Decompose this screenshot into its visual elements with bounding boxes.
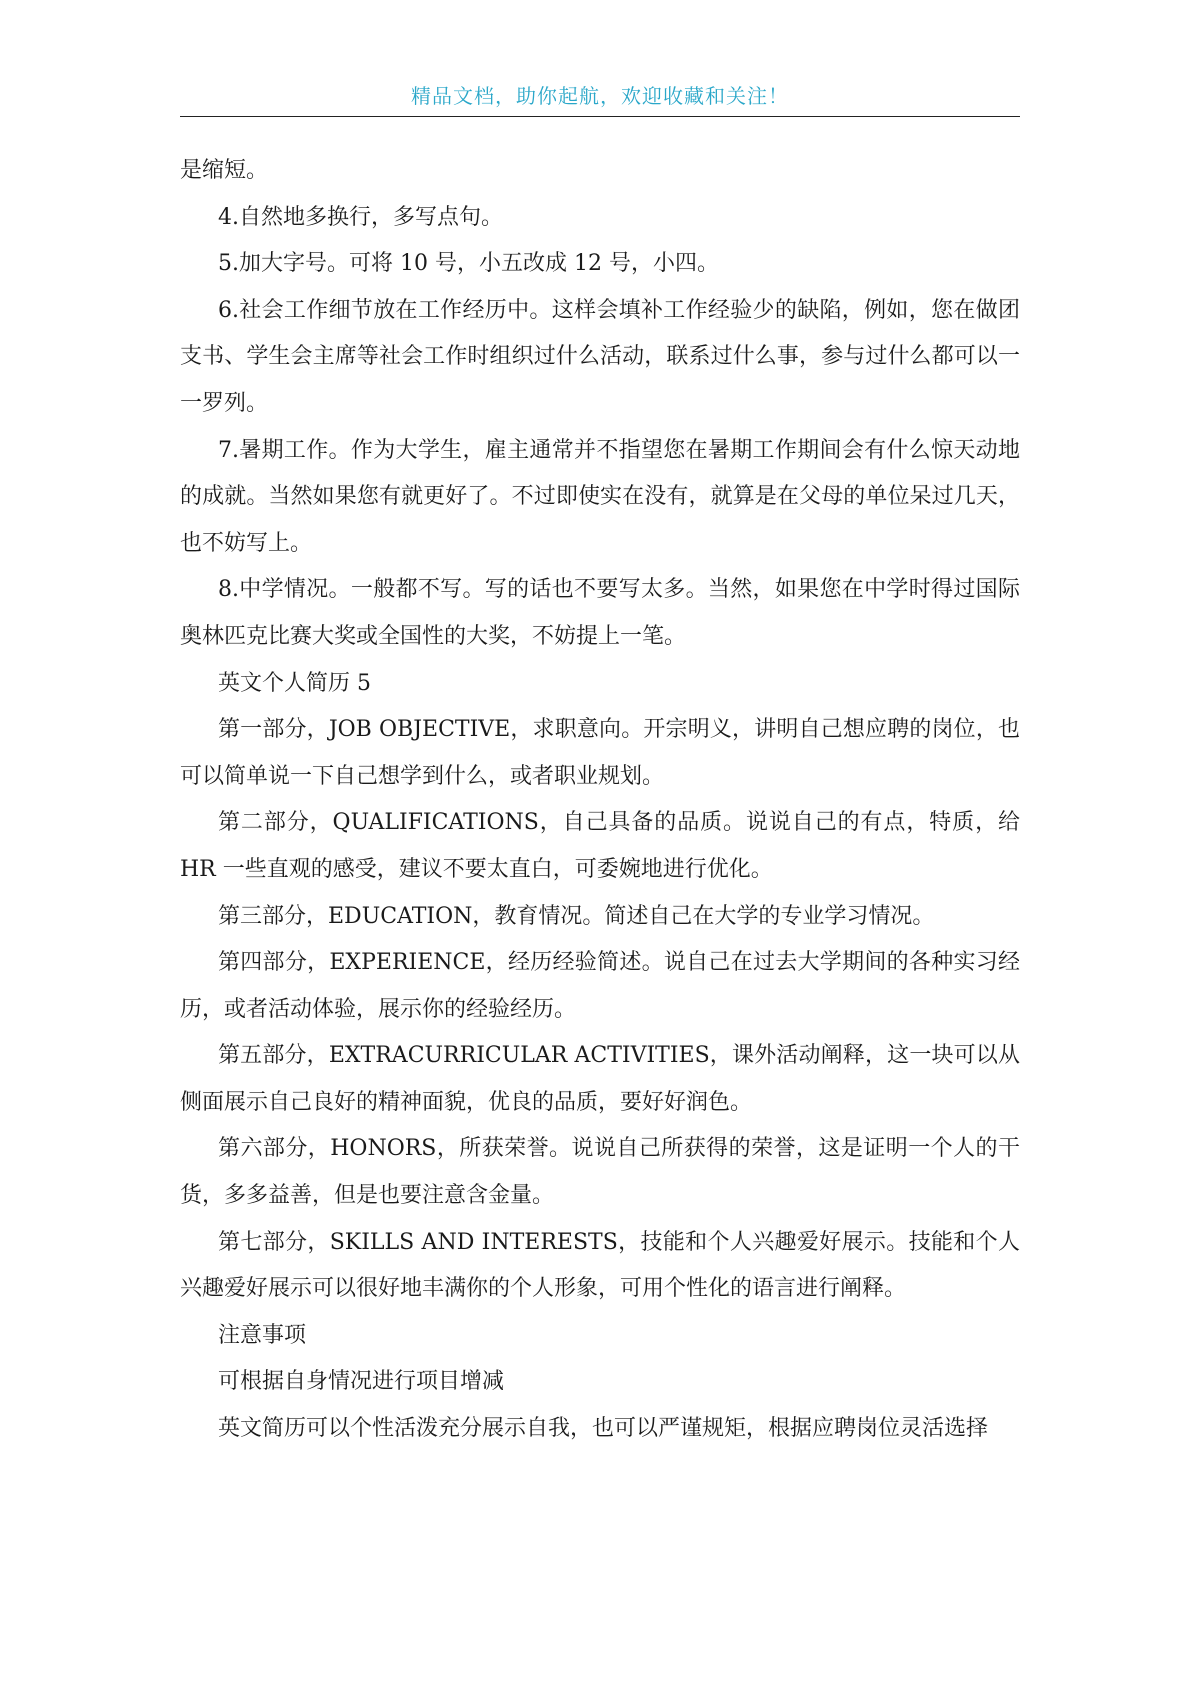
paragraph: 第三部分，EDUCATION，教育情况。简述自己在大学的专业学习情况。 <box>218 903 935 929</box>
paragraph: 7.暑期工作。作为大学生，雇主通常并不指望您在暑期工作期间会有什么惊天动地的成就。当然如果您有就更好了。不过即使实在没有，就算是在父母的单位呆过几天，也不妨写上。 <box>180 437 1020 556</box>
paragraph: 第四部分，EXPERIENCE，经历经验简述。说自己在过去大学期间的各种实习经历，或者活动体验，展示你的经验经历。 <box>180 950 1020 1022</box>
page-header <box>180 84 1020 117</box>
paragraph: 第一部分，JOB OBJECTIVE，求职意向。开宗明义，讲明自己想应聘的岗位，也可以简单说一下自己想学到什么，或者职业规划。 <box>180 717 1020 789</box>
paragraph: 4.自然地多换行，多写点句。 <box>218 204 503 230</box>
section-heading: 英文个人简历 5 <box>218 670 371 696</box>
section-heading: 注意事项 <box>218 1322 307 1348</box>
paragraph: 第六部分，HONORS，所获荣誉。说说自己所获得的荣誉，这是证明一个人的干货，多多益善，但是也要注意含金量。 <box>180 1136 1020 1209</box>
paragraph: 可根据自身情况进行项目增减 <box>218 1369 505 1395</box>
document-body <box>180 148 1020 1453</box>
paragraph: 英文简历可以个性活泼充分展示自我，也可以严谨规矩，根据应聘岗位灵活选择 <box>218 1416 989 1442</box>
paragraph: 是缩短。 <box>180 158 269 183</box>
paragraph: 第五部分，EXTRACURRICULAR ACTIVITIES，课外活动阐释，这一块可以从侧面展示自己良好的精神面貌，优良的品质，要好好润色。 <box>180 1043 1020 1115</box>
paragraph: 5.加大字号。可将 10 号，小五改成 12 号，小四。 <box>218 251 719 277</box>
paragraph: 第二部分，QUALIFICATIONS，自己具备的品质。说说自己的有点，特质，给 HR 一些直观的感受，建议不要太直白，可委婉地进行优化。 <box>180 810 1020 882</box>
header-text: 精品文档，助你起航，欢迎收藏和关注！ <box>411 84 789 108</box>
paragraph: 8.中学情况。一般都不写。写的话也不要写太多。当然，如果您在中学时得过国际奥林匹克比赛大奖或全国性的大奖，不妨提上一笔。 <box>180 577 1020 649</box>
paragraph: 第七部分，SKILLS AND INTERESTS，技能和个人兴趣爱好展示。技能和个人兴趣爱好展示可以很好地丰满你的个人形象，可用个性化的语言进行阐释。 <box>180 1229 1020 1302</box>
paragraph: 6.社会工作细节放在工作经历中。这样会填补工作经验少的缺陷，例如，您在做团支书、学生会主席等社会工作时组织过什么活动，联系过什么事，参与过什么都可以一一罗列。 <box>180 297 1020 416</box>
